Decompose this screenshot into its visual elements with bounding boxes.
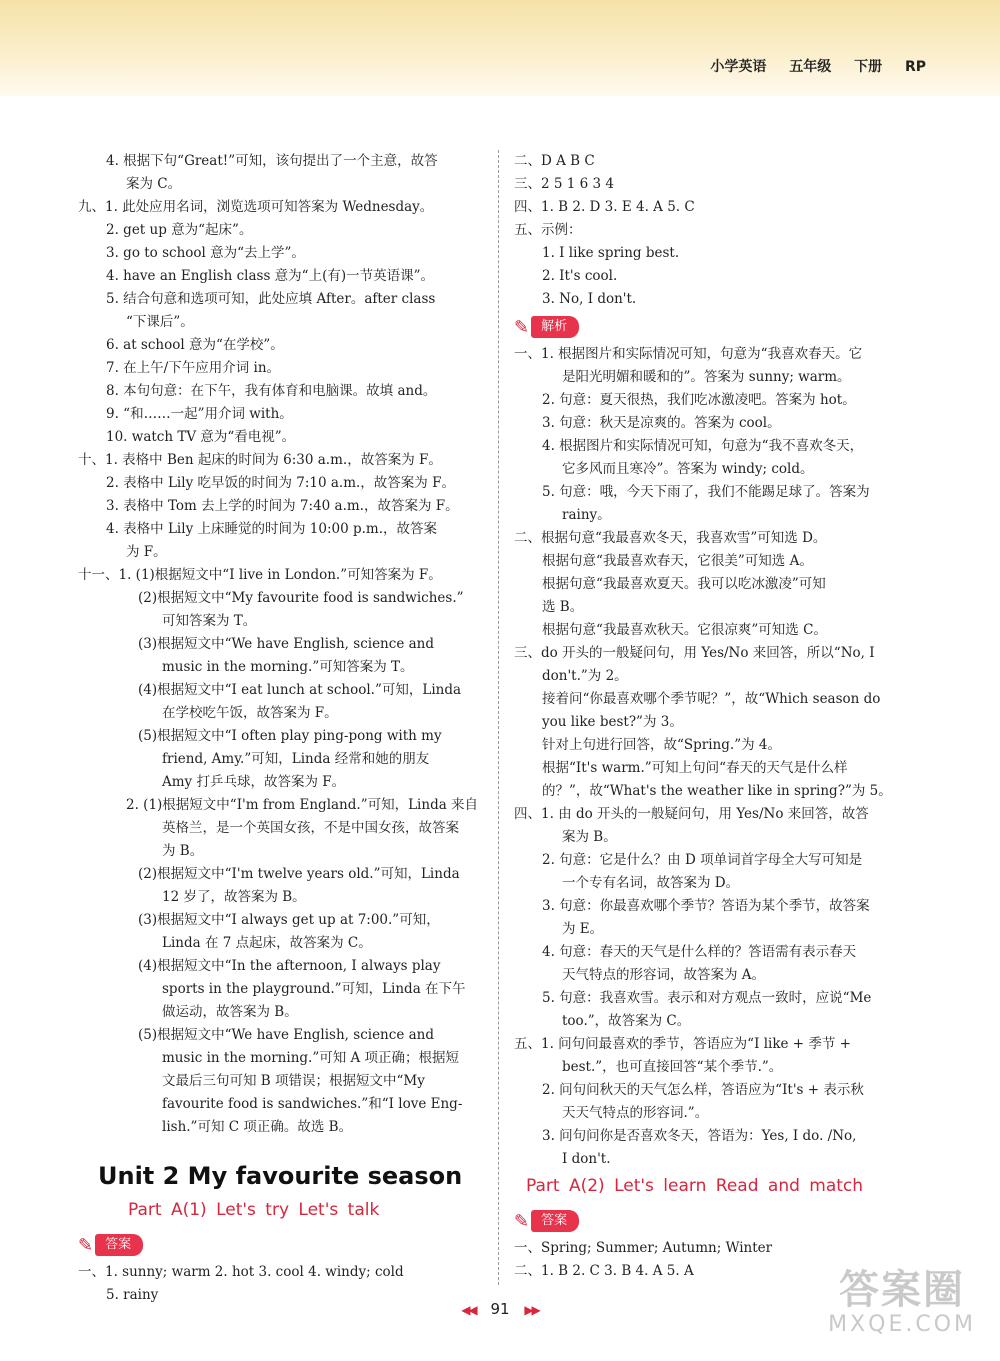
text-line: 是阳光明媚和暖和的”。答案为 sunny; warm。 — [562, 369, 851, 385]
text-line: 接着问“你最喜欢哪个季节呢？”，故“Which season do — [542, 691, 881, 707]
text-line: favourite food is sandwiches.”和“I love Eng- — [162, 1096, 463, 1112]
pencil-icon: ✎ — [514, 1210, 530, 1232]
text-line: 4. have an English class 意为“上(有)一节英语课”。 — [106, 268, 435, 284]
column-divider — [498, 150, 499, 1285]
text-line: “下课后”。 — [126, 314, 194, 330]
text-line: Linda 在 7 点起床，故答案为 C。 — [162, 935, 372, 951]
text-line: (3)根据短文中“I always get up at 7:00.”可知， — [138, 912, 440, 928]
text-line: 2. 句意：它是什么？由 D 项单词首字母全大写可知是 — [542, 852, 863, 868]
text-line: 英格兰，是一个英国女孩，不是中国女孩，故答案 — [162, 820, 459, 836]
text-line: 天天气特点的形容词.”。 — [562, 1105, 709, 1121]
unit-title: Unit 2 My favourite season — [98, 1162, 463, 1190]
text-line: (5)根据短文中“I often play ping-pong with my — [138, 728, 442, 744]
text-line: 针对上句进行回答，故“Spring.”为 4。 — [542, 737, 781, 753]
text-line: 一、1. sunny; warm 2. hot 3. cool 4. windy; cold — [78, 1264, 404, 1280]
text-line: rainy。 — [562, 507, 611, 523]
text-line: Amy 打乒乓球，故答案为 F。 — [162, 774, 346, 790]
text-line: 十一、1. (1)根据短文中“I live in London.”可知答案为 F。 — [78, 567, 442, 583]
text-line: 一、1. 根据图片和实际情况可知，句意为“我喜欢春天。它 — [514, 346, 863, 362]
text-line: 案为 C。 — [126, 176, 182, 192]
text-line: 九、1. 此处应用名词，浏览选项可知答案为 Wednesday。 — [78, 199, 434, 215]
text-line: 根据“It's warm.”可知上句问“春天的天气是什么样 — [542, 760, 848, 776]
text-line: too.”，故答案为 C。 — [562, 1013, 691, 1029]
text-line: (2)根据短文中“I'm twelve years old.”可知，Linda — [138, 866, 460, 882]
text-line: 5. 句意：哦，今天下雨了，我们不能踢足球了。答案为 — [542, 484, 870, 500]
text-line: lish.”可知 C 项正确。故选 B。 — [162, 1119, 353, 1135]
header-info — [700, 56, 926, 76]
text-line: (5)根据短文中“We have English, science and — [138, 1027, 434, 1043]
text-line: you like best?”为 3。 — [542, 714, 683, 730]
text-line: 二、根据句意“我最喜欢冬天，我喜欢雪”可知选 D。 — [514, 530, 827, 546]
text-line: music in the morning.”可知答案为 T。 — [162, 659, 414, 675]
text-line: 三、do 开头的一般疑问句，用 Yes/No 来回答，所以“No, I — [514, 645, 875, 661]
answer-badge-right — [514, 1209, 579, 1233]
text-line: 3. 句意：秋天是凉爽的。答案为 cool。 — [542, 415, 781, 431]
right-top-answers — [514, 150, 928, 311]
text-line: 3. No, I don't. — [542, 291, 637, 307]
text-line: 7. 在上午/下午应用介词 in。 — [106, 360, 281, 376]
text-line: 它多风而且寒冷”。答案为 windy; cold。 — [562, 461, 814, 477]
text-line: 根据句意“我最喜欢春天，它很美”可知选 A。 — [542, 553, 813, 569]
text-line: 在学校吃午饭，故答案为 F。 — [162, 705, 338, 721]
text-line: 为 F。 — [126, 544, 167, 560]
right-analysis — [514, 343, 928, 1171]
answer-badge-label: 答案 — [531, 1210, 579, 1232]
text-line: 做运动，故答案为 B。 — [162, 1004, 298, 1020]
text-line: 十、1. 表格中 Ben 起床的时间为 6:30 a.m.，故答案为 F。 — [78, 452, 442, 468]
watermark-small: MXQE.COM — [828, 1312, 976, 1337]
text-line: 文最后三句可知 B 项错误；根据短文中“My — [162, 1073, 425, 1089]
text-line: 5. 句意：我喜欢雪。表示和对方观点一致时，应说“Me — [542, 990, 872, 1006]
part-title-right: Part A(2) Let's learn Read and match — [526, 1176, 864, 1196]
text-line: music in the morning.”可知 A 项正确；根据短 — [162, 1050, 460, 1066]
text-line: 5. rainy — [106, 1287, 159, 1303]
text-line: 五、1. 问句问最喜欢的季节，答语应为“I like + 季节 + — [514, 1036, 851, 1052]
watermark-big: 答案圈 — [839, 1267, 966, 1313]
text-line: 根据句意“我最喜欢夏天。我可以吃冰激凌”可知 — [542, 576, 826, 592]
analysis-badge-label: 解析 — [531, 316, 579, 338]
text-line: 二、D A B C — [514, 153, 595, 169]
text-line: 四、1. B 2. D 3. E 4. A 5. C — [514, 199, 695, 215]
text-line: 4. 根据下句“Great!”可知，该句提出了一个主意，故答 — [106, 153, 438, 169]
text-line: 为 B。 — [162, 843, 204, 859]
text-line: (2)根据短文中“My favourite food is sandwiches.” — [138, 590, 464, 606]
page-number: 91 — [490, 1300, 510, 1318]
text-line: 10. watch TV 意为“看电视”。 — [106, 429, 296, 445]
pencil-icon: ✎ — [78, 1234, 94, 1256]
part-title-left: Part A(1) Let's try Let's talk — [128, 1200, 380, 1220]
text-line: 4. 句意：春天的天气是什么样的？答语需有表示春天 — [542, 944, 857, 960]
text-line: (3)根据短文中“We have English, science and — [138, 636, 434, 652]
text-line: 的？”，故“What's the weather like in spring?”为 5。 — [542, 783, 892, 799]
text-line: 12 岁了，故答案为 B。 — [162, 889, 306, 905]
text-line: best.”，也可直接回答“某个季节.”。 — [562, 1059, 783, 1075]
text-line: 4. 表格中 Lily 上床睡觉的时间为 10:00 p.m.，故答案 — [106, 521, 437, 537]
text-line: 五、示例： — [514, 222, 582, 238]
text-line: 2. (1)根据短文中“I'm from England.”可知，Linda 来自 — [126, 797, 479, 813]
text-line: 8. 本句句意：在下午，我有体育和电脑课。故填 and。 — [106, 383, 437, 399]
text-line: 2. 问句问秋天的天气怎么样，答语应为“It's + 表示秋 — [542, 1082, 864, 1098]
text-line: 6. at school 意为“在学校”。 — [106, 337, 284, 353]
text-line: friend, Amy.”可知，Linda 经常和她的朋友 — [162, 751, 430, 767]
prev-arrows-icon: ◀◀ — [461, 1303, 476, 1317]
page-header-band — [0, 0, 1000, 96]
text-line: 3. 问句问你是否喜欢冬天，答语为：Yes, I do. /No, — [542, 1128, 857, 1144]
text-line: 3. 句意：你最喜欢哪个季节？答语为某个季节，故答案 — [542, 898, 870, 914]
text-line: 三、2 5 1 6 3 4 — [514, 176, 614, 192]
text-line: 根据句意“我最喜欢秋天。它很凉爽”可知选 C。 — [542, 622, 827, 638]
text-line: 2. get up 意为“起床”。 — [106, 222, 253, 238]
header-edition: RP — [904, 59, 926, 75]
text-line: don't.”为 2。 — [542, 668, 628, 684]
text-line: 3. go to school 意为“去上学”。 — [106, 245, 305, 261]
text-line: 四、1. 由 do 开头的一般疑问句，用 Yes/No 来回答，故答 — [514, 806, 869, 822]
header-volume: 下册 — [854, 59, 883, 75]
text-line: 可知答案为 T。 — [162, 613, 257, 629]
text-line: (4)根据短文中“I eat lunch at school.”可知，Linda — [138, 682, 462, 698]
header-subject: 小学英语 — [710, 59, 767, 75]
text-line: 天气特点的形容词，故答案为 A。 — [562, 967, 766, 983]
answer-badge-left — [78, 1233, 143, 1257]
watermark — [828, 1268, 976, 1337]
pencil-icon: ✎ — [514, 316, 530, 338]
text-line: 2. 表格中 Lily 吃早饭的时间为 7:10 a.m.，故答案为 F。 — [106, 475, 455, 491]
header-grade: 五年级 — [789, 59, 832, 75]
text-line: 二、1. B 2. C 3. B 4. A 5. A — [514, 1263, 694, 1279]
text-line: sports in the playground.”可知，Linda 在下午 — [162, 981, 466, 997]
text-line: 3. 表格中 Tom 去上学的时间为 7:40 a.m.，故答案为 F。 — [106, 498, 459, 514]
text-line: 为 E。 — [562, 921, 604, 937]
left-column — [78, 150, 488, 1307]
text-line: 一、Spring; Summer; Autumn; Winter — [514, 1240, 773, 1256]
text-line: 1. I like spring best. — [542, 245, 680, 261]
text-line: 选 B。 — [542, 599, 584, 615]
analysis-badge — [514, 315, 579, 339]
text-line: I don't. — [562, 1151, 611, 1167]
text-line: 9. “和……一起”用介词 with。 — [106, 406, 293, 422]
text-line: 2. 句意：夏天很热，我们吃冰激凌吧。答案为 hot。 — [542, 392, 856, 408]
text-line: 5. 结合句意和选项可知，此处应填 After。after class — [106, 291, 436, 307]
answer-badge-label: 答案 — [95, 1234, 143, 1256]
text-line: 2. It's cool. — [542, 268, 618, 284]
text-line: (4)根据短文中“In the afternoon, I always play — [138, 958, 441, 974]
text-line: 4. 根据图片和实际情况可知，句意为“我不喜欢冬天， — [542, 438, 864, 454]
left-lines — [78, 150, 488, 1139]
next-arrows-icon: ▶▶ — [524, 1303, 539, 1317]
text-line: 一个专有名词，故答案为 D。 — [562, 875, 740, 891]
text-line: 案为 B。 — [562, 829, 617, 845]
right-column — [514, 150, 928, 1283]
